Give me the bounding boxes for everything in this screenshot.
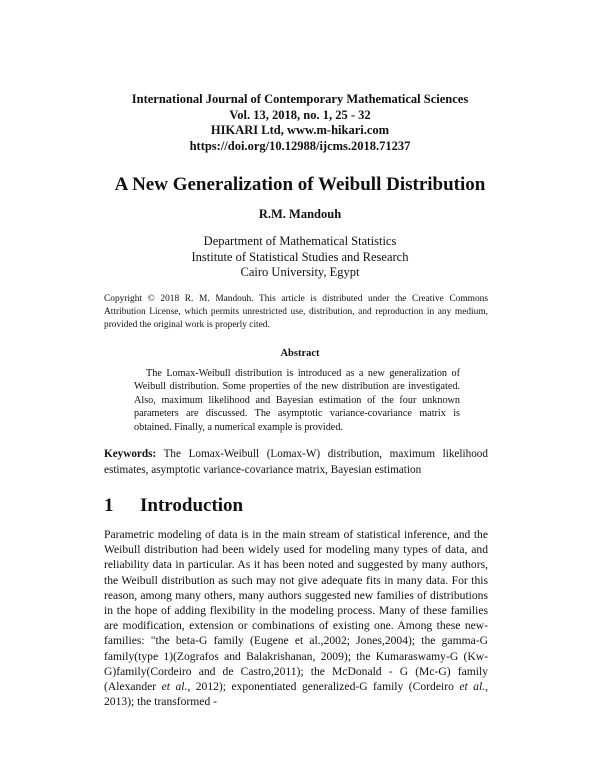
section-title: Introduction — [140, 495, 244, 516]
introduction-paragraph — [104, 527, 488, 709]
paper-author: R.M. Mandouh — [258, 207, 342, 221]
paper-title: A New Generalization of Weibull Distribution — [114, 174, 486, 195]
keywords — [104, 447, 488, 478]
copyright-notice: Copyright © 2018 R. M. Mandouh. This article is distributed under the Creative Commons Attribution License, which permits unrestricted use, distribution, and reproduction in any medium, provided the original work is properly cited. — [104, 294, 488, 330]
journal-doi[interactable]: https://doi.org/10.12988/ijcms.2018.71237 — [189, 138, 411, 153]
author-affiliation — [0, 234, 600, 281]
keywords-label: Keywords: — [104, 448, 157, 460]
body-text-2: , 2012); exponentiated generalized-G family (Cordeiro — [187, 680, 460, 694]
journal-header — [0, 92, 600, 154]
journal-name: International Journal of Contemporary Mathematical Sciences — [131, 92, 469, 106]
abstract-body: The Lomax-Weibull distribution is introduced as a new generalization of Weibull distribution. Some properties of the new distribution are investigated. Also, maximum likelihood and Bayesian estimation of the four unknown parameters are discussed. The asymptotic variance-covariance matrix is obtained. Finally, a numerical example is provided. — [134, 368, 460, 433]
section-number: 1 — [104, 495, 114, 516]
abstract-text — [134, 367, 460, 434]
body-text-3: , 2013); the transformed - — [104, 680, 488, 709]
abstract-heading: Abstract — [280, 348, 320, 359]
body-etal-2: et al. — [459, 680, 486, 694]
affiliation-institute: Institute of Statistical Studies and Research — [191, 249, 409, 264]
body-etal-1: et al. — [161, 680, 188, 694]
keywords-list: The Lomax-Weibull (Lomax-W) distribution, maximum likelihood estimates, asymptotic variance-covariance matrix, Bayesian estimation — [104, 448, 488, 476]
journal-publisher: HIKARI Ltd, www.m-hikari.com — [210, 123, 390, 137]
journal-volume: Vol. 13, 2018, no. 1, 25 - 32 — [229, 107, 371, 122]
affiliation-university: Cairo University, Egypt — [240, 265, 360, 279]
affiliation-department: Department of Mathematical Statistics — [203, 234, 397, 248]
body-text-1: Parametric modeling of data is in the main stream of statistical inference, and the Weibull distribution had been widely used for modeling many types of data, and reliability data in particular. As it has been noted and suggested by many authors, the Weibull distribution as such may not give adequate fits in many data. For this reason, among many others, many authors suggested new families of distributions in the hope of adding flexibility in the modeling process. Many of these families are modification, extension or combinations of existing one. Among these new-families: "the beta-G family (Eugene et al.,2002; Jones,2004); the gamma-G family(type 1)(Zografos and Balakrishanan, 2009); the Kumaraswamy-G (Kw-G)family(Cordeiro and de Castro,2011); the McDonald - G (Mc-G) family (Alexander — [104, 528, 488, 694]
section-heading — [104, 495, 243, 517]
